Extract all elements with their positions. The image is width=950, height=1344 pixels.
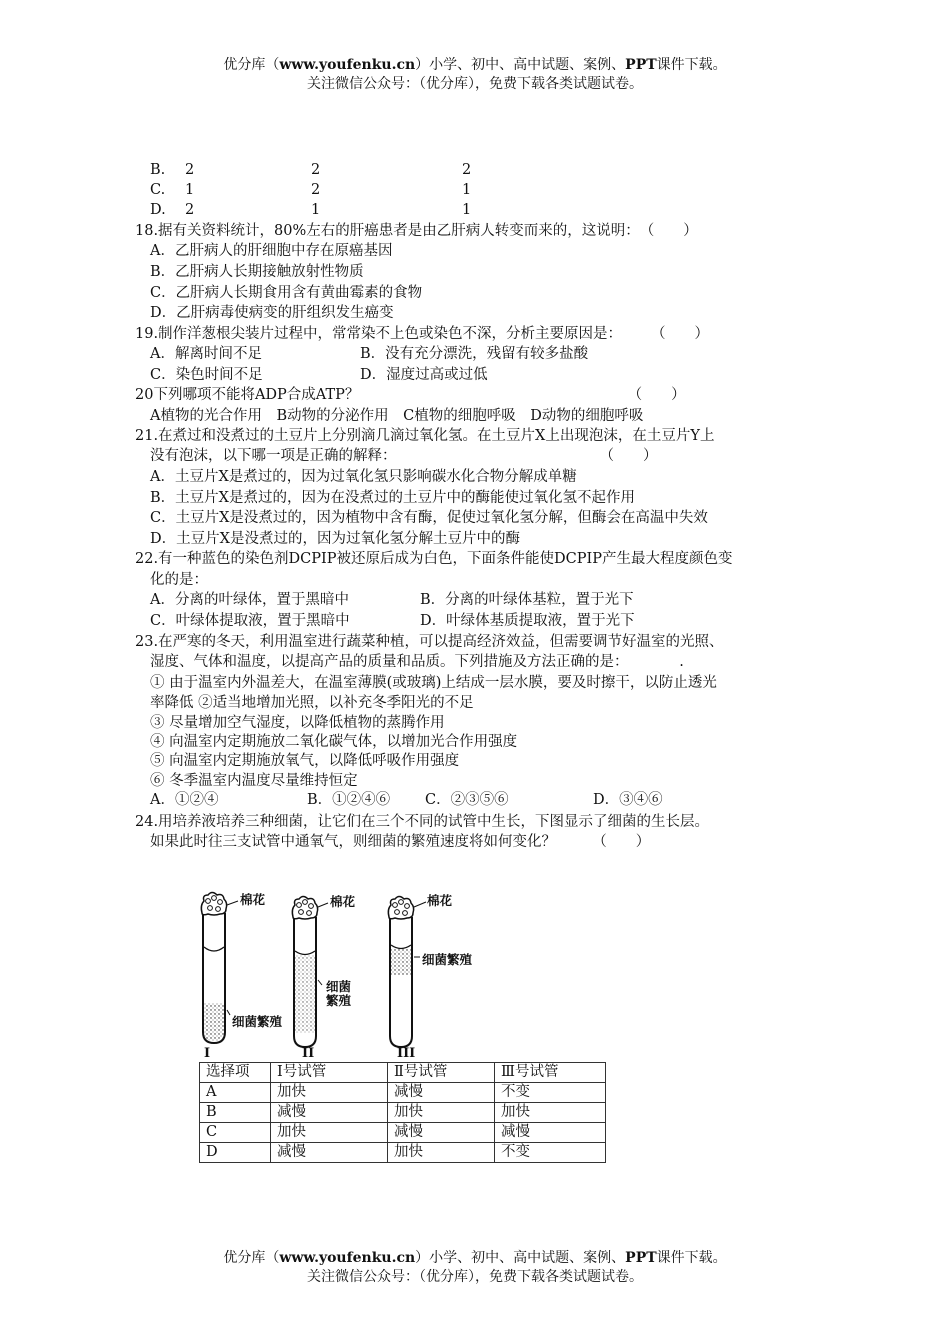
- q18-option-d: D．乙肝病毒使病变的肝组织发生癌变: [150, 305, 394, 321]
- q17-row-value: 2: [185, 162, 195, 178]
- table-cell: 减慢: [271, 1103, 388, 1123]
- q22-stem-line-1: 22.有一种蓝色的染色剂DCPIP被还原后成为白色，下面条件能使DCPIP产生最大程度颜色变: [135, 551, 733, 567]
- q24-stem-line-1: 24.用培养液培养三种细菌，让它们在三个不同的试管中生长，下图显示了细菌的生长层。: [135, 814, 710, 830]
- test-tube-3: [388, 897, 426, 1048]
- footer-text: 课件下载。: [656, 1250, 727, 1266]
- q22-option-a: A．分离的叶绿体，置于黑暗中: [150, 592, 349, 608]
- q22-option-d: D．叶绿体基质提取液，置于光下: [420, 613, 635, 629]
- table-row: [200, 1143, 606, 1163]
- cotton-label-1: 棉花: [240, 892, 266, 907]
- table-row: [200, 1103, 606, 1123]
- q17-row-label: B.: [150, 162, 166, 178]
- q17-row-value: 1: [185, 182, 195, 198]
- table-cell: 加快: [271, 1123, 388, 1143]
- footer-line-2: 关注微信公众号：（优分库），免费下载各类试题试卷。: [307, 1269, 643, 1285]
- q19-option-a: A．解离时间不足: [150, 346, 262, 362]
- tube-label-3: III: [397, 1046, 416, 1061]
- table-header-row: [200, 1063, 606, 1083]
- growth-label-1: 细菌繁殖: [232, 1014, 283, 1029]
- tube-label-2: II: [302, 1046, 315, 1061]
- header-text: 课件下载。: [656, 57, 727, 73]
- header-line-1: [0, 56, 950, 75]
- table-cell: 加快: [495, 1103, 606, 1123]
- q24-stem-line-2: 如果此时往三支试管中通氧气，则细菌的繁殖速度将如何变化？ （ ）: [150, 834, 651, 850]
- q23-stem-line-2: 湿度、气体和温度，以提高产品的质量和品质。下列措施及方法正确的是： .: [150, 654, 684, 670]
- table-row: [200, 1083, 606, 1103]
- header-site: www.youfenku.cn: [279, 57, 416, 73]
- q20-options: A植物的光合作用 B动物的分泌作用 C植物的细胞呼吸 D动物的细胞呼吸: [150, 408, 644, 424]
- table-header-cell: Ⅱ号试管: [388, 1063, 495, 1083]
- growth-label-3: 细菌繁殖: [422, 952, 473, 967]
- q19-option-b: B．没有充分漂洗，残留有较多盐酸: [360, 346, 589, 362]
- q23-item-1-cont: 率降低 ②适当地增加光照，以补充冬季阳光的不足: [150, 695, 474, 711]
- q21-stem-line-1: 21.在煮过和没煮过的土豆片上分别滴几滴过氧化氢。在土豆片X上出现泡沫，在土豆片Y上: [135, 428, 715, 444]
- q17-row-value: 2: [311, 182, 321, 198]
- q18-option-c: C．乙肝病人长期食用含有黄曲霉素的食物: [150, 285, 423, 301]
- q19-option-c: C．染色时间不足: [150, 367, 263, 383]
- q23-item-3: ③ 尽量增加空气湿度，以降低植物的蒸腾作用: [150, 715, 445, 731]
- table-cell: 不变: [495, 1143, 606, 1163]
- answer-table: [199, 1062, 606, 1163]
- q20-stem: 20下列哪项不能将ADP合成ATP？ （ ）: [135, 387, 686, 403]
- q21-option-c: C．土豆片X是没煮过的，因为植物中含有酶，促使过氧化氢分解，但酶会在高温中失效: [150, 510, 708, 526]
- footer-text: 优分库（: [223, 1250, 280, 1266]
- q23-stem-line-1: 23.在严寒的冬天，利用温室进行蔬菜种植，可以提高经济效益，但需要调节好温室的光照、: [135, 634, 724, 650]
- header-ppt: PPT: [625, 57, 657, 73]
- q23-option-b: B．①②④⑥: [307, 792, 391, 808]
- q17-row-value: 1: [462, 182, 472, 198]
- table-cell: 减慢: [388, 1083, 495, 1103]
- q23-item-6: ⑥ 冬季温室内温度尽量维持恒定: [150, 773, 358, 789]
- q21-option-d: D．土豆片X是没煮过的，因为过氧化氢分解土豆片中的酶: [150, 531, 520, 547]
- table-cell: 减慢: [271, 1143, 388, 1163]
- footer-text: ）小学、初中、高中试题、案例、: [415, 1250, 626, 1266]
- q18-option-b: B．乙肝病人长期接触放射性物质: [150, 264, 364, 280]
- table-row: [200, 1123, 606, 1143]
- cotton-label-3: 棉花: [427, 893, 453, 908]
- q19-stem: 19.制作洋葱根尖装片过程中，常常染不上色或染色不深，分析主要原因是： （ ）: [135, 326, 710, 342]
- header-text: 优分库（: [223, 57, 280, 73]
- table-header-cell: Ⅲ号试管: [495, 1063, 606, 1083]
- q22-option-c: C．叶绿体提取液，置于黑暗中: [150, 613, 350, 629]
- table-cell: 加快: [271, 1083, 388, 1103]
- q19-option-d: D．湿度过高或过低: [360, 367, 488, 383]
- test-tube-2: [292, 897, 328, 1048]
- q23-option-d: D．③④⑥: [593, 792, 663, 808]
- q17-row-value: 1: [311, 202, 321, 218]
- q23-item-5: ⑤ 向温室内定期施放氧气，以降低呼吸作用强度: [150, 753, 460, 769]
- q22-stem-line-2: 化的是：: [150, 572, 208, 588]
- q22-option-b: B．分离的叶绿体基粒，置于光下: [420, 592, 634, 608]
- q18-option-a: A．乙肝病人的肝细胞中存在原癌基因: [150, 243, 393, 259]
- q21-option-b: B．土豆片X是煮过的，因为在没煮过的土豆片中的酶能使过氧化氢不起作用: [150, 490, 635, 506]
- table-header-cell: Ⅰ号试管: [271, 1063, 388, 1083]
- q17-row-value: 2: [185, 202, 195, 218]
- tube-label-1: I: [204, 1046, 211, 1061]
- q17-row-label: C.: [150, 182, 166, 198]
- header-line-2: 关注微信公众号：（优分库），免费下载各类试题试卷。: [307, 76, 643, 92]
- page-footer: [0, 1249, 950, 1287]
- q17-row-value: 2: [462, 162, 472, 178]
- q23-option-c: C．②③⑤⑥: [425, 792, 509, 808]
- table-header-cell: 选择项: [200, 1063, 271, 1083]
- table-cell: 加快: [388, 1103, 495, 1123]
- table-cell: B: [200, 1103, 271, 1123]
- table-cell: 加快: [388, 1143, 495, 1163]
- cotton-label-2: 棉花: [330, 894, 356, 909]
- footer-site: www.youfenku.cn: [279, 1250, 416, 1266]
- q17-row-value: 1: [462, 202, 472, 218]
- q23-item-1: ① 由于温室内外温差大，在温室薄膜(或玻璃)上结成一层水膜，要及时擦干，以防止透光: [150, 675, 717, 691]
- q23-item-4: ④ 向温室内定期施放二氧化碳气体，以增加光合作用强度: [150, 734, 518, 750]
- table-cell: 不变: [495, 1083, 606, 1103]
- footer-line-1: [0, 1249, 950, 1268]
- table-cell: A: [200, 1083, 271, 1103]
- q18-stem: 18.据有关资料统计，80%左右的肝癌患者是由乙肝病人转变而来的，这说明： （ ）: [135, 223, 698, 239]
- growth-label-2: 细菌繁殖: [326, 979, 352, 1008]
- page-header: [0, 56, 950, 94]
- table-cell: 减慢: [388, 1123, 495, 1143]
- q17-row-label: D.: [150, 202, 166, 218]
- table-cell: 减慢: [495, 1123, 606, 1143]
- footer-ppt: PPT: [625, 1250, 657, 1266]
- table-cell: C: [200, 1123, 271, 1143]
- q23-option-a: A．①②④: [150, 792, 219, 808]
- header-text: ）小学、初中、高中试题、案例、: [415, 57, 626, 73]
- q21-option-a: A．土豆片X是煮过的，因为过氧化氢只影响碳水化合物分解成单糖: [150, 469, 577, 485]
- q21-stem-line-2: 没有泡沫，以下哪一项是正确的解释： （ ）: [150, 448, 658, 464]
- table-cell: D: [200, 1143, 271, 1163]
- q17-row-value: 2: [311, 162, 321, 178]
